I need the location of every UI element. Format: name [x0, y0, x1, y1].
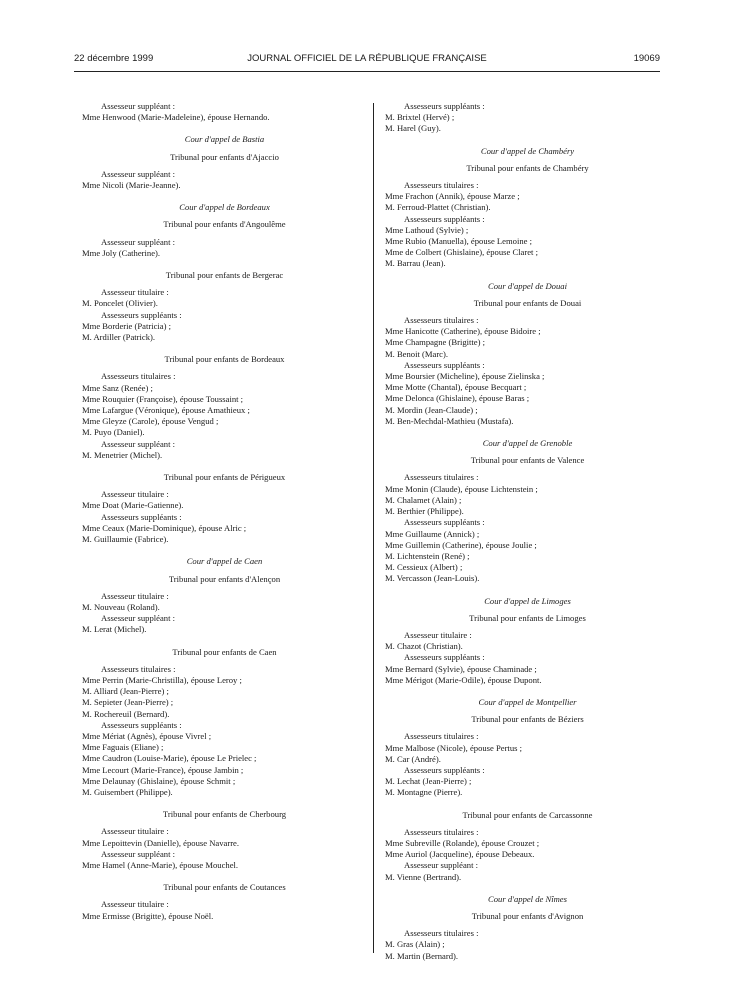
member-entry: M. Brixtel (Hervé) ; — [385, 112, 455, 123]
spacer — [385, 799, 670, 810]
member-entry: Mme Hamel (Anne-Marie), épouse Mouchel. — [82, 859, 239, 870]
spacer — [82, 798, 367, 809]
member-entry: M. Lerat (Michel). — [82, 624, 147, 635]
role-label: Assesseurs suppléants : — [404, 652, 485, 663]
member-entry: Mme Faguais (Eliane) ; — [82, 742, 164, 753]
role-label: Assesseur suppléant : — [101, 236, 175, 247]
member-entry: Mme Guillaume (Annick) ; — [385, 528, 480, 539]
tribunal-heading: Tribunal pour enfants de Périgueux — [163, 472, 286, 483]
court-heading: Cour d'appel de Chambéry — [480, 145, 575, 156]
tribunal-heading: Tribunal pour enfants de Limoges — [469, 612, 586, 623]
member-entry: M. Rochereuil (Bernard). — [82, 708, 170, 719]
role-label: Assesseur suppléant : — [101, 168, 175, 179]
member-entry: Mme Bernard (Sylvie), épouse Chaminade ; — [385, 663, 537, 674]
member-entry: Mme Sanz (Renée) ; — [82, 382, 153, 393]
member-entry: Mme Ceaux (Marie-Dominique), épouse Alric ; — [82, 522, 247, 533]
member-entry: Mme Ermisse (Brigitte), épouse Noël. — [82, 910, 214, 921]
member-entry: M. Ferroud-Plattet (Christian). — [385, 202, 491, 213]
member-entry: Mme Guillemin (Catherine), épouse Joulie ; — [385, 539, 537, 550]
role-label: Assesseur suppléant : — [101, 848, 175, 859]
member-entry: Mme Joly (Catherine). — [82, 247, 161, 258]
member-entry: Mme Auriol (Jacqueline), épouse Debeaux. — [385, 849, 535, 860]
spacer — [82, 545, 367, 556]
member-entry: M. Mordin (Jean-Claude) ; — [385, 404, 478, 415]
member-entry: M. Lechat (Jean-Pierre) ; — [385, 776, 472, 787]
tribunal-heading: Tribunal pour enfants de Caen — [172, 646, 277, 657]
member-entry: M. Poncelet (Olivier). — [82, 298, 158, 309]
member-entry: M. Vercasson (Jean-Louis). — [385, 573, 480, 584]
spacer — [82, 343, 367, 354]
role-label: Assesseurs titulaires : — [101, 371, 176, 382]
member-entry: M. Guillaumie (Fabrice). — [82, 534, 169, 545]
member-entry: M. Car (André). — [385, 753, 441, 764]
spacer — [82, 259, 367, 270]
member-entry: Mme Perrin (Marie-Christilla), épouse Leroy ; — [82, 674, 242, 685]
role-label: Assesseur suppléant : — [101, 101, 175, 111]
role-label: Assesseur titulaire : — [404, 629, 472, 640]
spacer — [82, 123, 367, 134]
member-entry: M. Ben-Mechdal-Mathieu (Mustafa). — [385, 415, 514, 426]
member-entry: Mme Mériat (Agnès), épouse Vivrel ; — [82, 730, 212, 741]
tribunal-heading: Tribunal pour enfants de Douai — [473, 297, 582, 308]
member-entry: M. Menetrier (Michel). — [82, 449, 163, 460]
member-entry: M. Ardiller (Patrick). — [82, 332, 156, 343]
spacer — [82, 191, 367, 202]
role-label: Assesseurs suppléants : — [404, 517, 485, 528]
court-heading: Cour d'appel de Limoges — [484, 595, 571, 606]
role-label: Assesseur suppléant : — [101, 613, 175, 624]
role-label: Assesseurs titulaires : — [404, 315, 479, 326]
member-entry: Mme de Colbert (Ghislaine), épouse Claret ; — [385, 247, 538, 258]
member-entry: Mme Delonca (Ghislaine), épouse Baras ; — [385, 393, 530, 404]
member-entry: M. Puyo (Daniel). — [82, 427, 145, 438]
tribunal-heading: Tribunal pour enfants d'Avignon — [471, 910, 584, 921]
member-entry: M. Nouveau (Roland). — [82, 601, 160, 612]
member-entry: Mme Borderie (Patricia) ; — [82, 320, 172, 331]
member-entry: Mme Subreville (Rolande), épouse Crouzet ; — [385, 837, 540, 848]
spacer — [385, 270, 670, 281]
role-label: Assesseurs suppléants : — [404, 213, 485, 224]
tribunal-heading: Tribunal pour enfants de Cherbourg — [162, 809, 287, 820]
spacer — [385, 686, 670, 697]
tribunal-heading: Tribunal pour enfants de Valence — [470, 455, 585, 466]
role-label: Assesseur suppléant : — [101, 438, 175, 449]
header-rule — [74, 71, 660, 72]
role-label: Assesseurs titulaires : — [404, 731, 479, 742]
member-entry: Mme Hanicotte (Catherine), épouse Bidoire ; — [385, 326, 541, 337]
role-label: Assesseurs suppléants : — [101, 719, 182, 730]
role-label: Assesseur titulaire : — [101, 826, 169, 837]
tribunal-heading: Tribunal pour enfants de Béziers — [471, 714, 584, 725]
page-header — [74, 53, 660, 67]
court-heading: Cour d'appel de Montpellier — [478, 696, 577, 707]
spacer — [82, 636, 367, 647]
member-entry: Mme Lecourt (Marie-France), épouse Jambin ; — [82, 764, 244, 775]
spacer — [385, 883, 670, 894]
role-label: Assesseurs suppléants : — [101, 309, 182, 320]
member-entry: M. Guisembert (Philippe). — [82, 786, 173, 797]
member-entry: M. Vienne (Bertrand). — [385, 871, 462, 882]
member-entry: M. Alliard (Jean-Pierre) ; — [82, 686, 169, 697]
member-entry: Mme Monin (Claude), épouse Lichtenstein ; — [385, 483, 538, 494]
role-label: Assesseur titulaire : — [101, 287, 169, 298]
role-label: Assesseurs suppléants : — [101, 511, 182, 522]
role-label: Assesseurs titulaires : — [101, 663, 176, 674]
member-entry: M. Chazot (Christian). — [385, 641, 463, 652]
member-entry: Mme Gleyze (Carole), épouse Vengud ; — [82, 416, 219, 427]
member-entry: Mme Motte (Chantal), épouse Becquart ; — [385, 382, 527, 393]
member-entry: Mme Lafargue (Véronique), épouse Amathieux ; — [82, 405, 250, 416]
role-label: Assesseurs suppléants : — [404, 764, 485, 775]
member-entry: M. Barrau (Jean). — [385, 258, 446, 269]
member-entry: Mme Caudron (Louise-Marie), épouse Le Prielec ; — [82, 753, 257, 764]
journal-title: JOURNAL OFFICIEL DE LA RÉPUBLIQUE FRANÇAISE — [247, 53, 487, 64]
member-entry: Mme Malbose (Nicole), épouse Pertus ; — [385, 742, 522, 753]
role-label: Assesseurs titulaires : — [404, 472, 479, 483]
court-heading: Cour d'appel de Nîmes — [488, 893, 567, 904]
role-label: Assesseurs suppléants : — [404, 101, 485, 111]
tribunal-heading: Tribunal pour enfants de Coutances — [163, 882, 286, 893]
member-entry: Mme Lepoittevin (Danielle), épouse Navarre. — [82, 837, 240, 848]
tribunal-heading: Tribunal pour enfants d'Ajaccio — [170, 151, 279, 162]
issue-date: 22 décembre 1999 — [74, 53, 154, 64]
member-entry: M. Sepieter (Jean-Pierre) ; — [82, 697, 174, 708]
member-entry: Mme Henwood (Marie-Madeleine), épouse Hernando. — [82, 112, 270, 123]
tribunal-heading: Tribunal pour enfants d'Angoulême — [163, 219, 286, 230]
role-label: Assesseur suppléant : — [404, 860, 478, 871]
member-entry: Mme Rouquier (Françoise), épouse Toussaint ; — [82, 393, 244, 404]
spacer — [385, 585, 670, 596]
spacer — [82, 461, 367, 472]
role-label: Assesseurs suppléants : — [404, 359, 485, 370]
member-entry: Mme Frachon (Annik), épouse Marze ; — [385, 191, 520, 202]
tribunal-heading: Tribunal pour enfants de Bergerac — [165, 270, 284, 281]
member-entry: M. Benoit (Marc). — [385, 348, 449, 359]
role-label: Assesseurs titulaires : — [404, 928, 479, 939]
court-heading: Cour d'appel de Caen — [186, 556, 263, 567]
member-entry: M. Chalamet (Alain) ; — [385, 494, 462, 505]
court-heading: Cour d'appel de Grenoble — [482, 438, 573, 449]
member-entry: M. Cessieux (Albert) ; — [385, 562, 463, 573]
court-heading: Cour d'appel de Bastia — [184, 134, 265, 145]
member-entry: M. Lichtenstein (René) ; — [385, 550, 470, 561]
spacer — [82, 871, 367, 882]
member-entry: Mme Champagne (Brigitte) ; — [385, 337, 485, 348]
role-label: Assesseurs titulaires : — [404, 826, 479, 837]
member-entry: Mme Nicoli (Marie-Jeanne). — [82, 180, 181, 191]
member-entry: Mme Boursier (Micheline), épouse Zielinska ; — [385, 371, 545, 382]
court-heading: Cour d'appel de Douai — [488, 280, 567, 291]
role-label: Assesseur titulaire : — [101, 590, 169, 601]
spacer — [385, 427, 670, 438]
spacer — [385, 135, 670, 146]
role-label: Assesseurs titulaires : — [404, 180, 479, 191]
tribunal-heading: Tribunal pour enfants d'Alençon — [168, 573, 281, 584]
column-divider — [373, 103, 374, 953]
tribunal-heading: Tribunal pour enfants de Carcassonne — [462, 809, 593, 820]
member-entry: M. Gras (Alain) ; — [385, 939, 445, 950]
court-heading: Cour d'appel de Bordeaux — [179, 202, 270, 213]
tribunal-heading: Tribunal pour enfants de Chambéry — [466, 162, 589, 173]
left-column — [82, 101, 367, 922]
member-entry: Mme Doat (Marie-Gatienne). — [82, 500, 184, 511]
page-number: 19069 — [633, 53, 660, 64]
member-entry: M. Montagne (Pierre). — [385, 787, 463, 798]
role-label: Assesseur titulaire : — [101, 489, 169, 500]
member-entry: M. Martin (Bernard). — [385, 950, 459, 961]
member-entry: M. Harel (Guy). — [385, 123, 441, 134]
member-entry: M. Berthier (Philippe). — [385, 506, 464, 517]
role-label: Assesseur titulaire : — [101, 899, 169, 910]
member-entry: Mme Rubio (Manuella), épouse Lemoine ; — [385, 236, 533, 247]
tribunal-heading: Tribunal pour enfants de Bordeaux — [164, 354, 285, 365]
right-column — [385, 101, 670, 962]
member-entry: Mme Mérigot (Marie-Odile), épouse Dupont. — [385, 674, 542, 685]
member-entry: Mme Delaunay (Ghislaine), épouse Schmit ; — [82, 775, 236, 786]
member-entry: Mme Lathoud (Sylvie) ; — [385, 224, 469, 235]
